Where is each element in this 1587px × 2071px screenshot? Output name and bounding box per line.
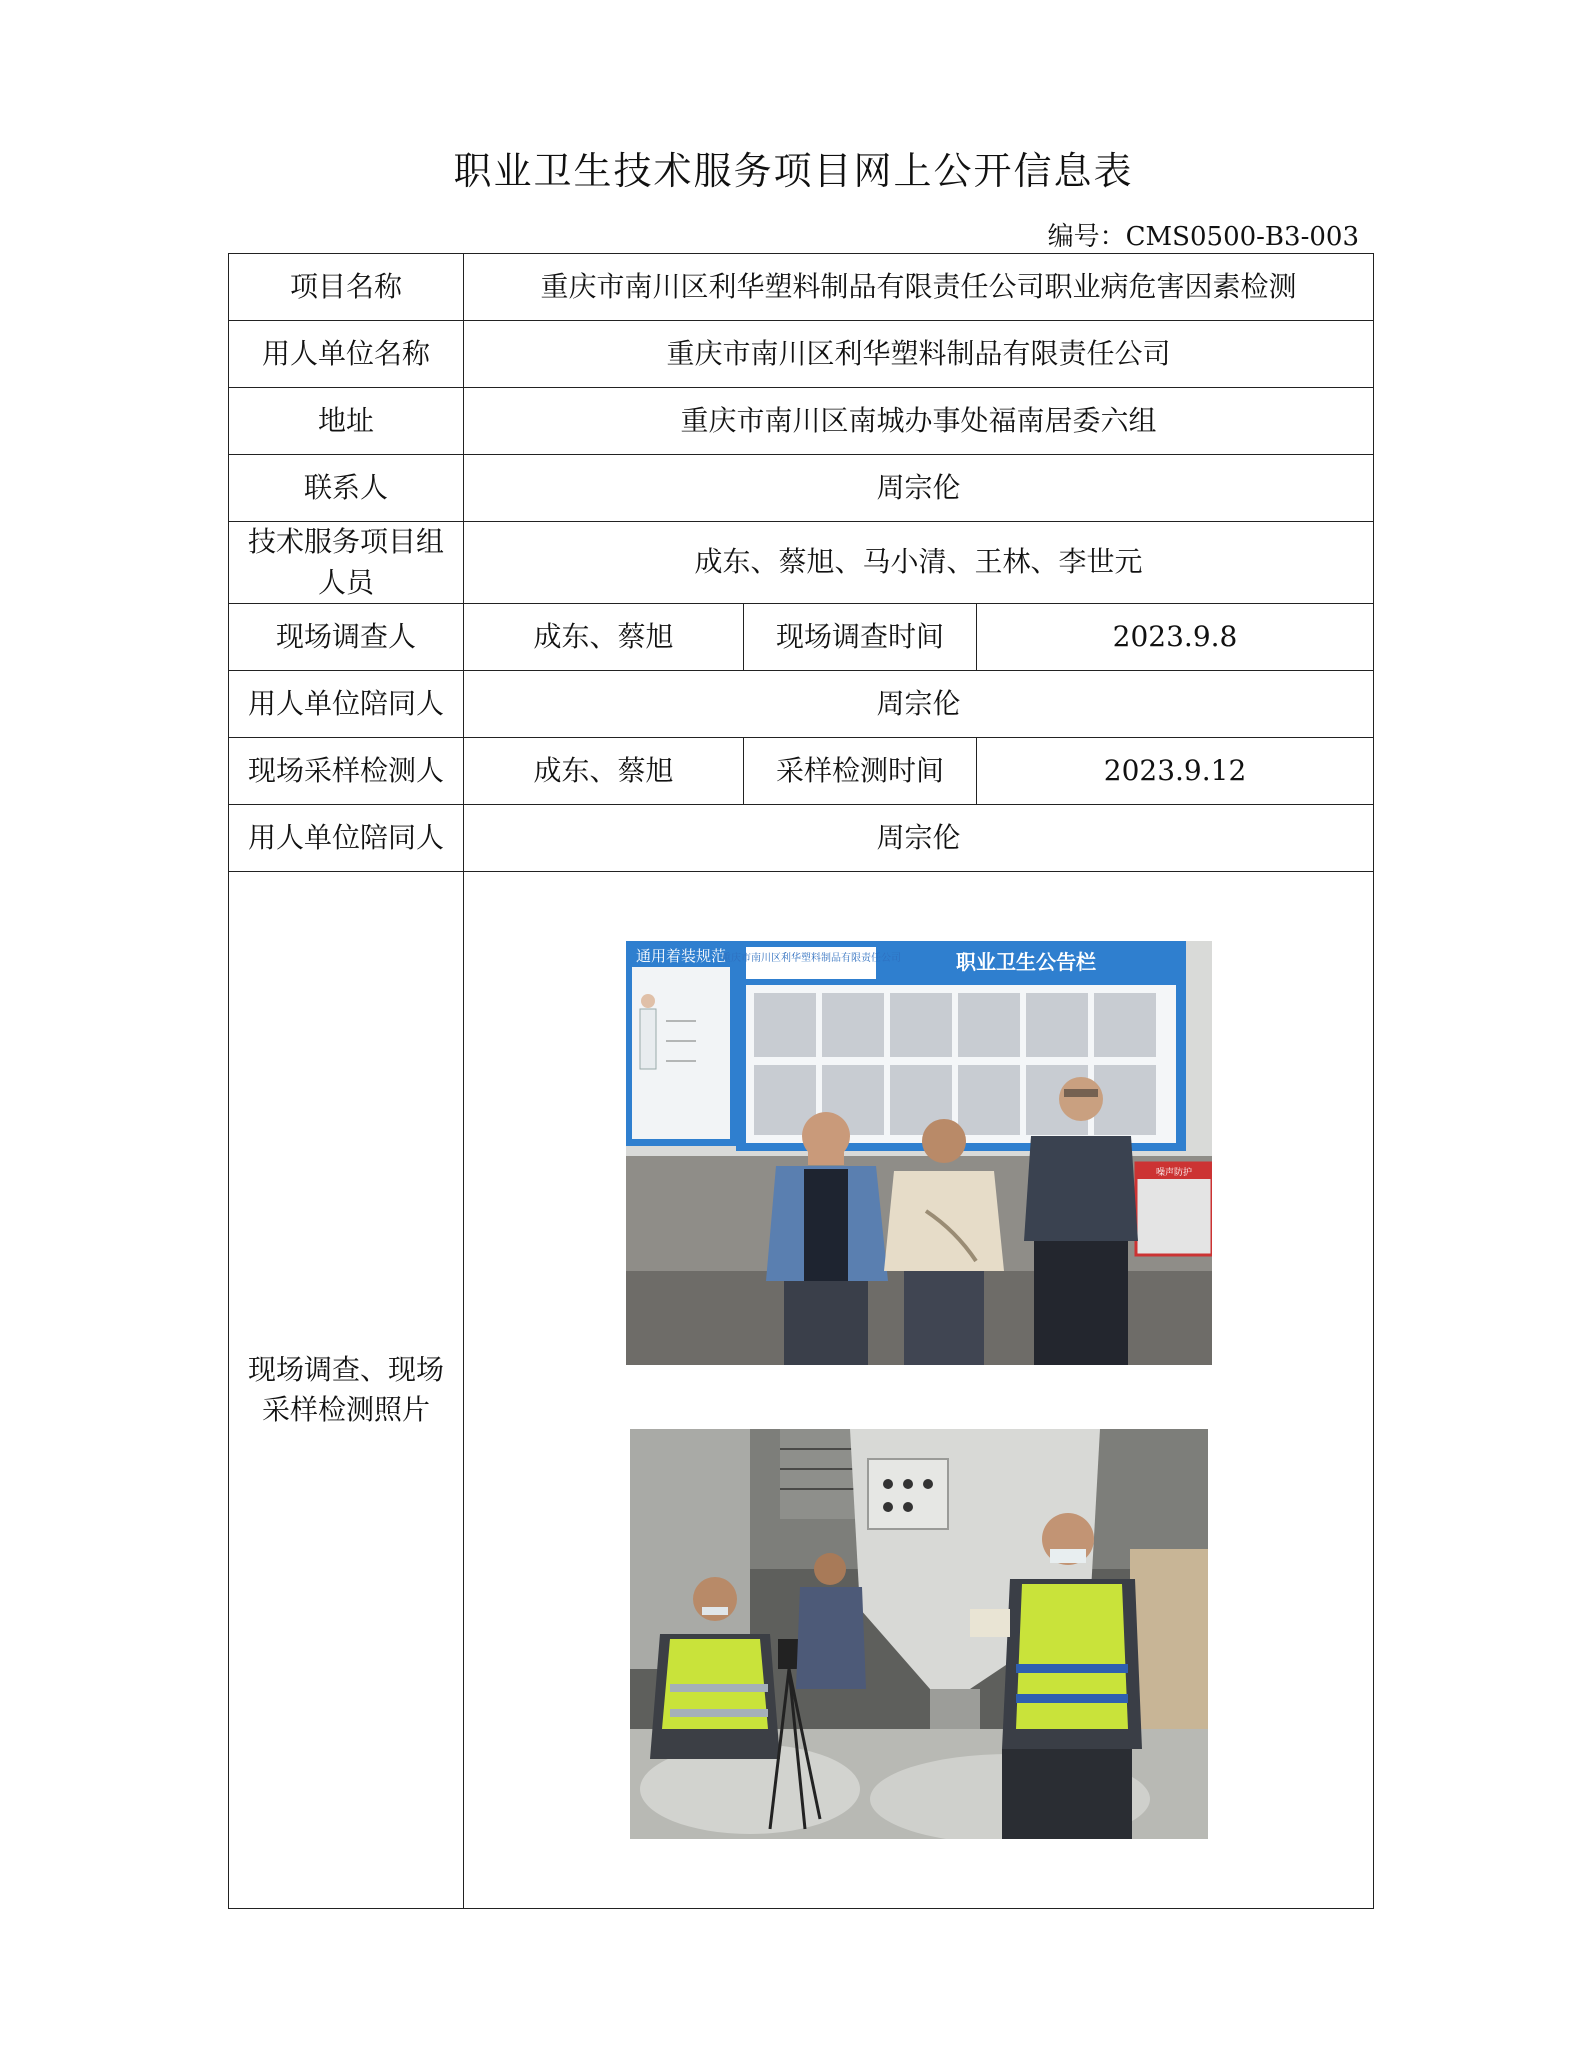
table-row	[229, 671, 1374, 738]
warning-sign-title: 噪声防护	[1155, 1168, 1192, 1179]
employer-name-value: 重庆市南川区利华塑料制品有限责任公司	[464, 321, 1374, 388]
table-row	[229, 254, 1374, 321]
sampling-value: 成东、蔡旭	[464, 738, 744, 805]
table-row	[229, 321, 1374, 388]
sampling-companion-value: 周宗伦	[464, 805, 1374, 872]
table-row	[229, 455, 1374, 522]
contact-value: 周宗伦	[464, 455, 1374, 522]
sampling-companion-label: 用人单位陪同人	[229, 805, 464, 872]
site-survey-time-value: 2023.9.8	[977, 604, 1374, 671]
survey-companion-label: 用人单位陪同人	[229, 671, 464, 738]
table-row	[229, 604, 1374, 671]
photos-label: 现场调查、现场采样检测照片	[229, 872, 464, 1909]
site-survey-photo	[626, 941, 1212, 1365]
employer-name-label: 用人单位名称	[229, 321, 464, 388]
document-code: 编号：CMS0500-B3-003	[1047, 222, 1359, 252]
company-sign: 重庆市南川区利华塑料制品有限责任公司	[720, 953, 901, 965]
site-survey-time-label: 现场调查时间	[744, 604, 977, 671]
photos-cell	[464, 872, 1374, 1909]
info-table	[228, 253, 1374, 1909]
project-name-label: 项目名称	[229, 254, 464, 321]
table-row	[229, 738, 1374, 805]
project-name-value: 重庆市南川区利华塑料制品有限责任公司职业病危害因素检测	[464, 254, 1374, 321]
survey-companion-value: 周宗伦	[464, 671, 1374, 738]
site-survey-label: 现场调查人	[229, 604, 464, 671]
sampling-time-value: 2023.9.12	[977, 738, 1374, 805]
table-row	[229, 388, 1374, 455]
bulletin-board-title: 职业卫生公告栏	[955, 950, 1096, 975]
photos-container	[470, 941, 1367, 1839]
team-members-label: 技术服务项目组人员	[229, 522, 464, 604]
side-board-title: 通用着装规范	[635, 947, 726, 966]
sampling-time-label: 采样检测时间	[744, 738, 977, 805]
page-title: 职业卫生技术服务项目网上公开信息表	[453, 149, 1134, 193]
contact-label: 联系人	[229, 455, 464, 522]
table-row	[229, 805, 1374, 872]
table-row	[229, 872, 1374, 1909]
team-members-value: 成东、蔡旭、马小清、王林、李世元	[464, 522, 1374, 604]
address-value: 重庆市南川区南城办事处福南居委六组	[464, 388, 1374, 455]
sampling-photo	[630, 1429, 1208, 1839]
sampling-label: 现场采样检测人	[229, 738, 464, 805]
site-survey-value: 成东、蔡旭	[464, 604, 744, 671]
table-row	[229, 522, 1374, 604]
address-label: 地址	[229, 388, 464, 455]
